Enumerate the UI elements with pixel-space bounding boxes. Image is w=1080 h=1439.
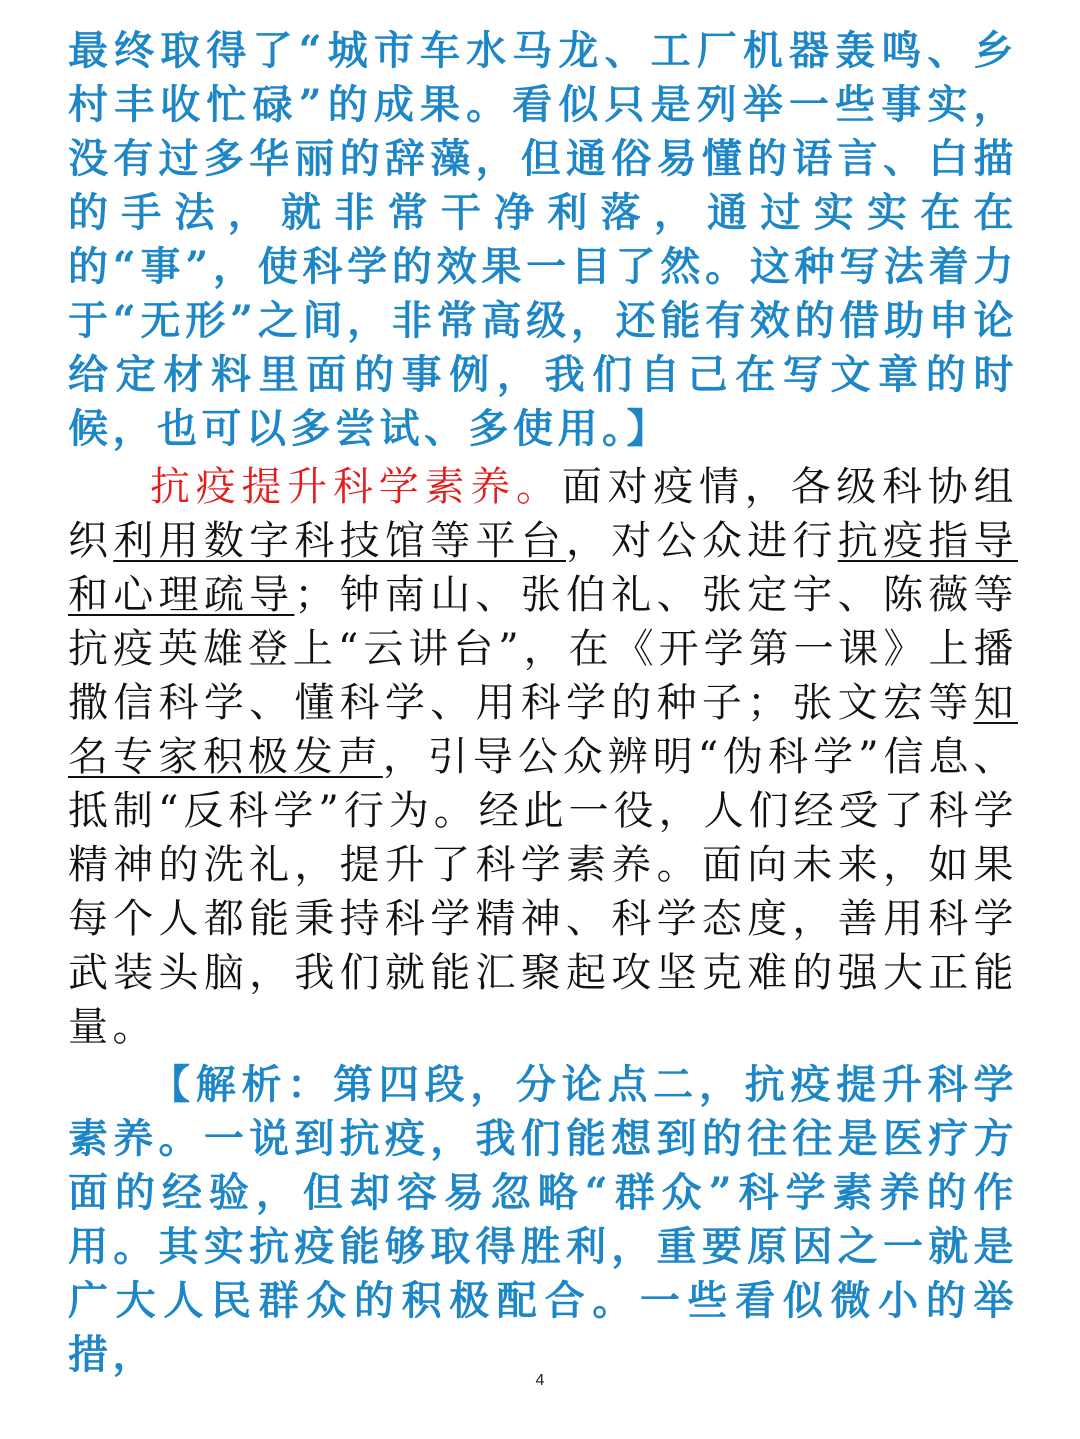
underlined-phrase: 抗疫指导和心理疏导 xyxy=(68,518,1019,618)
analysis-paragraph: 【解析：第四段，分论点二，抗疫提升科学素养。一说到抗疫，我们能想到的往往是医疗方面的经验，但却容易忽略“群众”科学素养的作用。其实抗疫能够取得胜利，重要原因之一就是广大人民群众的积极配合。一些看似微小的举措， xyxy=(68,1061,1018,1378)
body-paragraph xyxy=(68,460,1018,1054)
underlined-phrase: 利用数字科技馆等平台 xyxy=(113,518,567,564)
paragraph-text: ；钟南山、张伯礼、张定宇、陈薇等抗疫英雄登上“云讲台”，在《开学第一课》上播撒信科学、懂科学、用科学的种子；张文宏等 xyxy=(68,572,1018,726)
paragraph-text: ，引导公众辨明“伪科学”信息、抵制“反科学”行为。经此一役，人们经受了科学精神的洗礼，提升了科学素养。面向未来，如果每个人都能秉持科学精神、科学态度，善用科学武装头脑，我们就能汇聚起攻坚克难的强大正能量。 xyxy=(68,734,1019,1050)
underlined-phrase: 知名专家积极发声 xyxy=(68,680,1018,780)
paragraph-text: 面对疫情，各级科协组织 xyxy=(68,464,1018,564)
paragraph-text: ，对公众进行 xyxy=(566,518,838,564)
analysis-continued-paragraph: 最终取得了“城市车水马龙、工厂机器轰鸣、乡村丰收忙碌”的成果。看似只是列举一些事实，没有过多华丽的辞藻，但通俗易懂的语言、白描的手法，就非常干净利落，通过实实在在的“事”，使科学的效果一目了然。这种写法着力于“无形”之间，非常高级，还能有效的借助申论给定材料里面的事例，我们自己在写文章的时候，也可以多尝试、多使用。】 xyxy=(68,27,1018,452)
page-number: 4 xyxy=(535,1372,545,1389)
paragraph-heading: 抗疫提升科学素养。 xyxy=(150,464,562,510)
